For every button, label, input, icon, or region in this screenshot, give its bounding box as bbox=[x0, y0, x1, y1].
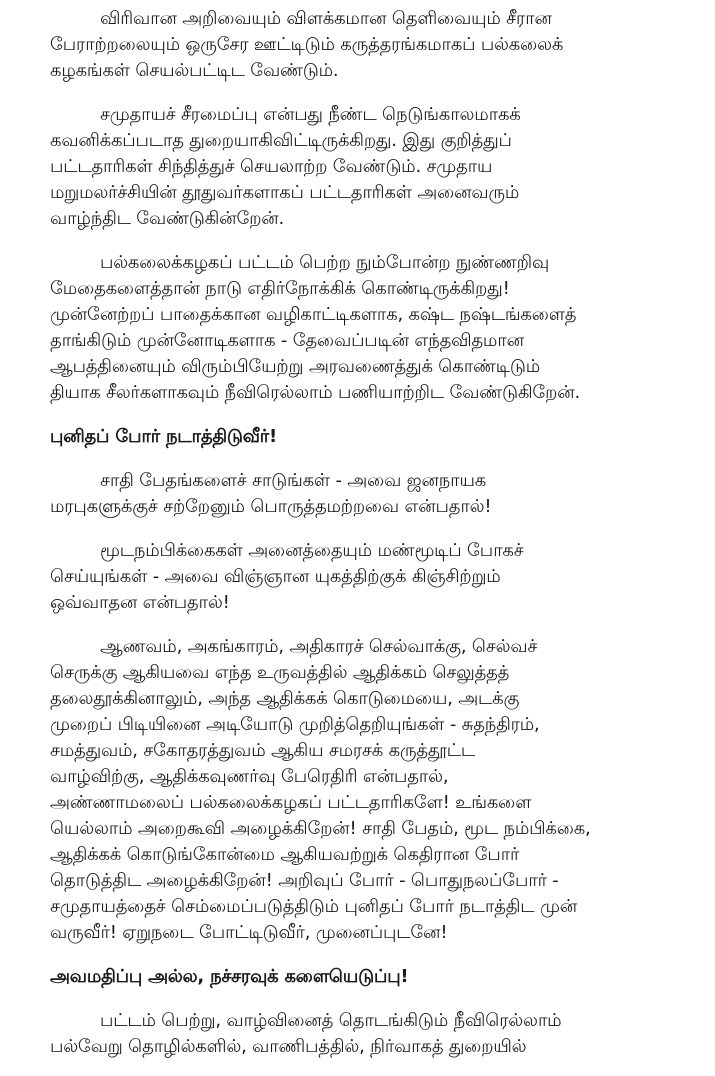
paragraph-5 bbox=[50, 538, 682, 616]
paragraph-line: யெல்லாம் அறைகூவி அழைக்கிறேன்! சாதி பேதம், மூட நம்பிக்கை, bbox=[50, 818, 591, 839]
section-heading-weeding: அவமதிப்பு அல்ல, நச்சரவுக் களையெடுப்பு! bbox=[50, 966, 409, 987]
paragraph-line: வாழ்ந்திட வேண்டுகின்றேன். bbox=[50, 208, 285, 229]
paragraph-line: முன்னேற்றப் பாதைக்கான வழிகாட்டிகளாக, கஷ்ட நஷ்டங்களைத் bbox=[50, 304, 577, 325]
paragraph-6 bbox=[50, 634, 682, 946]
paragraph-line: சமுதாயத்தைச் செம்மைப்படுத்திடும் புனிதப் போர் நடாத்திட முன் bbox=[50, 896, 577, 917]
paragraph-line: அண்ணாமலைப் பல்கலைக்கழகப் பட்டதாரிகளே! உங்களை bbox=[50, 792, 532, 813]
paragraph-4 bbox=[50, 468, 682, 520]
paragraph-line: செருக்கு ஆகியவை எந்த உருவத்தில் ஆதிக்கம் செலுத்தத் bbox=[50, 662, 510, 683]
paragraph-line: செய்யுங்கள் - அவை விஞ்ஞான யுகத்திற்குக் கிஞ்சிற்றும் bbox=[50, 566, 501, 587]
paragraph-line: முறைப் பிடியினை அடியோடு முறித்தெறியுங்கள் - சுதந்திரம், bbox=[50, 714, 540, 735]
paragraph-3 bbox=[50, 250, 682, 406]
paragraph-line: பல்வேறு தொழில்களில், வாணிபத்தில், நிர்வாகத் துறையில் bbox=[50, 1036, 527, 1057]
paragraph-line: கழகங்கள் செயல்பட்டிட வேண்டும். bbox=[50, 60, 339, 81]
paragraph-line: ஆபத்தினையும் விரும்பியேற்று அரவணைத்துக் கொண்டிடும் bbox=[50, 356, 540, 377]
paragraph-line: சாதி பேதங்களைச் சாடுங்கள் - அவை ஜனநாயக bbox=[100, 470, 487, 491]
paragraph-line: மேதைகளைத்தான் நாடு எதிர்நோக்கிக் கொண்டிருக்கிறது! bbox=[50, 278, 510, 299]
paragraph-line: வாழ்விற்கு, ஆதிக்கவுணர்வு பேரெதிரி என்பதால், bbox=[50, 766, 449, 787]
paragraph-line: பட்டதாரிகள் சிந்தித்துச் செயலாற்ற வேண்டும். சமுதாய bbox=[50, 156, 493, 177]
paragraph-line: பட்டம் பெற்று, வாழ்வினைத் தொடங்கிடும் நீவிரெல்லாம் bbox=[100, 1010, 562, 1031]
paragraph-line: சமத்துவம், சகோதரத்துவம் ஆகிய சமரசக் கருத்தூட்ட bbox=[50, 740, 475, 761]
paragraph-line: விரிவான அறிவையும் விளக்கமான தெளிவையும் சீரான bbox=[100, 8, 552, 29]
paragraph-line: மரபுகளுக்குச் சற்றேனும் பொருத்தமற்றவை என்பதால்! bbox=[50, 496, 492, 517]
paragraph-line: கவனிக்கப்படாத துறையாகிவிட்டிருக்கிறது. இது குறித்துப் bbox=[50, 130, 512, 151]
paragraph-line: ஆதிக்கக் கொடுங்கோன்மை ஆகியவற்றுக் கெதிரான போர் bbox=[50, 844, 520, 865]
paragraph-line: தலைதூக்கினாலும், அந்த ஆதிக்கக் கொடுமையை, அடக்கு bbox=[50, 688, 520, 709]
paragraph-line: ஆணவம், அகங்காரம், அதிகாரச் செல்வாக்கு, செல்வச் bbox=[100, 636, 538, 657]
paragraph-line: தொடுத்திட அழைக்கிறேன்! அறிவுப் போர் - பொதுநலப்போர் - bbox=[50, 870, 559, 891]
paragraph-line: பேராற்றலையும் ஒருசேர ஊட்டிடும் கருத்தரங்கமாகப் பல்கலைக் bbox=[50, 34, 564, 55]
section-heading-holy-war: புனிதப் போர் நடாத்திடுவீர்! bbox=[50, 426, 278, 447]
document-page bbox=[50, 6, 682, 1060]
paragraph-line: ஒவ்வாதன என்பதால்! bbox=[50, 592, 230, 613]
paragraph-1 bbox=[50, 6, 682, 84]
paragraph-line: தாங்கிடும் முன்னோடிகளாக - தேவைப்படின் எந்தவிதமான bbox=[50, 330, 524, 351]
paragraph-line: தியாக சீலர்களாகவும் நீவிரெல்லாம் பணியாற்றிட வேண்டுகிறேன். bbox=[50, 382, 580, 403]
paragraph-2 bbox=[50, 102, 682, 232]
paragraph-line: மறுமலர்ச்சியின் தூதுவர்களாகப் பட்டதாரிகள் அனைவரும் bbox=[50, 182, 520, 203]
paragraph-line: பல்கலைக்கழகப் பட்டம் பெற்ற நும்போன்ற நுண்ணறிவு bbox=[100, 252, 549, 273]
paragraph-7 bbox=[50, 1008, 682, 1060]
paragraph-line: சமுதாயச் சீரமைப்பு என்பது நீண்ட நெடுங்காலமாகக் bbox=[100, 104, 521, 125]
paragraph-line: மூடநம்பிக்கைகள் அனைத்தையும் மண்மூடிப் போகச் bbox=[100, 540, 524, 561]
paragraph-line: வருவீர்! ஏறுநடை போட்டிடுவீர், முனைப்புடனே! bbox=[50, 922, 448, 943]
